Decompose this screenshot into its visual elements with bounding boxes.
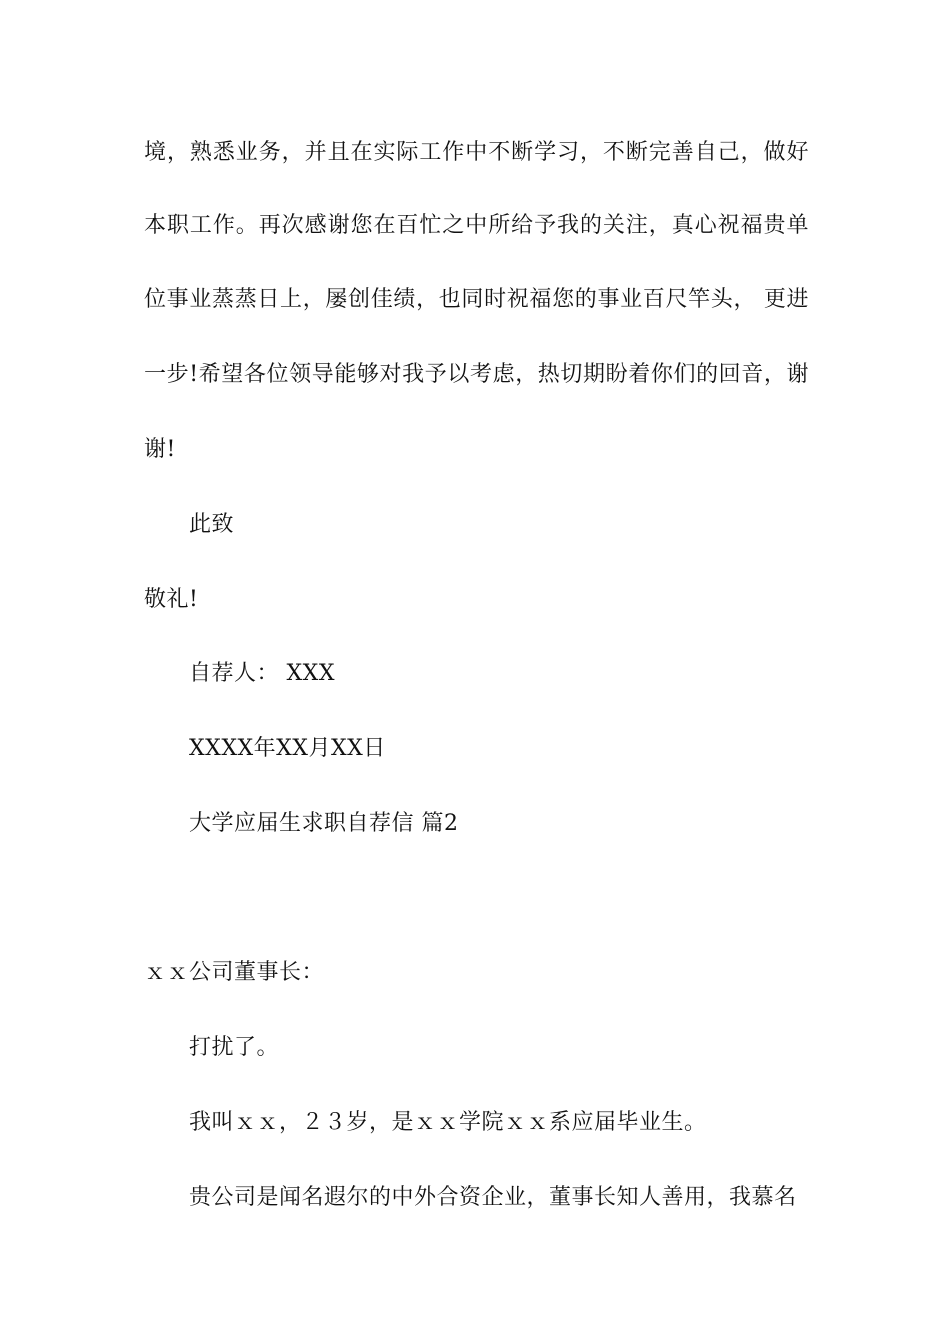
greeting-line: ｘｘ公司董事长：: [144, 960, 325, 985]
paragraph-line: 一步!希望各位领导能够对我予以考虑，热切期盼着你们的回音，谢: [144, 362, 809, 387]
paragraph-line: 本职工作。再次感谢您在百忙之中所给予我的关注，真心祝福贵单: [144, 213, 809, 238]
paragraph-line: 我叫ｘｘ，２３岁，是ｘｘ学院ｘｘ系应届毕业生。: [189, 1110, 707, 1135]
paragraph-line: 贵公司是闻名遐尔的中外合资企业，董事长知人善用，我慕名: [189, 1185, 797, 1210]
closing-phrase: 此致: [189, 512, 235, 537]
paragraph-line: 位事业蒸蒸日上，屡创佳绩，也同时祝福您的事业百尺竿头， 更进: [144, 287, 809, 312]
paragraph-line: 境，熟悉业务，并且在实际工作中不断学习，不断完善自己，做好: [144, 140, 809, 165]
salutation: 敬礼!: [144, 587, 199, 612]
paragraph-line: 谢!: [144, 437, 176, 462]
signer-line: 自荐人： XXX: [189, 661, 335, 686]
section-title: 大学应届生求职自荐信 篇2: [189, 811, 459, 836]
paragraph-line: 打扰了。: [189, 1035, 280, 1060]
date-line: XXXX年XX月XX日: [189, 736, 386, 761]
